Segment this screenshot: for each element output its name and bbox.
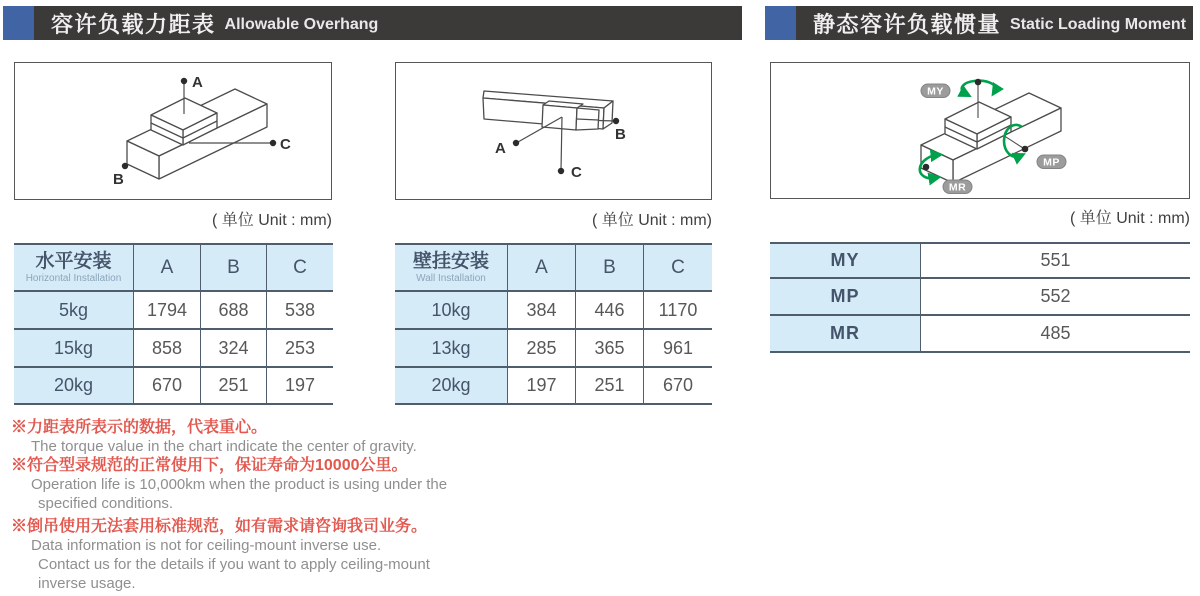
table-cell: 538 [266,292,333,330]
table-cell: 551 [920,242,1190,279]
point-label-a: A [192,74,203,91]
row-label: MY [770,242,920,279]
footnote-en: specified conditions. [38,495,174,512]
table-cell: 251 [575,368,643,405]
footnote-zh: ※倒吊使用无法套用标准规范，如有需求请咨询我司业务。 [11,518,428,535]
section-title-en: Static Loading Moment [1010,15,1187,33]
footnote-en: The torque value in the chart indicate the center of gravity. [31,438,417,455]
footnote-en: Data information is not for ceiling-mount inverse use. [31,537,382,554]
table-header-cell [395,243,507,292]
row-label: 10kg [395,292,507,330]
section-title-zh: 静态容许负载惯量 [813,11,1002,37]
wall-installation-diagram [395,62,712,200]
table-cell: 485 [920,316,1190,353]
section-header-static-loading-moment [765,6,1193,40]
table-cell: 384 [507,292,575,330]
footnote-zh: ※符合型录规范的正常使用下，保证寿命为10000公里。 [11,457,408,474]
column-header-c: C [643,243,712,292]
column-header-a: A [507,243,575,292]
unit-label: ( 单位 Unit : mm) [592,212,712,229]
accent-square-icon [765,6,796,40]
row-label: 20kg [395,368,507,405]
table-cell: 324 [200,330,266,368]
table-cell: 253 [266,330,333,368]
column-header-c: C [266,243,333,292]
table-cell: 688 [200,292,266,330]
table-title-zh: 水平安装 [35,250,112,272]
point-label-a: A [495,140,506,157]
section-title-en: Allowable Overhang [224,15,379,33]
section-header-allowable-overhang [3,6,742,40]
table-cell: 1170 [643,292,712,330]
table-title-zh: 壁挂安装 [412,250,489,272]
table-cell: 858 [133,330,200,368]
wall-installation-table [395,243,712,405]
point-label-b: B [113,171,124,188]
mp-badge-label: MP [1043,156,1060,169]
table-cell: 251 [200,368,266,405]
horizontal-installation-diagram [14,62,332,200]
footnote-zh: ※力距表所表示的数据，代表重心。 [11,419,268,436]
row-label: 13kg [395,330,507,368]
footnote-en: inverse usage. [38,575,136,592]
accent-square-icon [3,6,34,40]
table-cell: 446 [575,292,643,330]
table-title-en: Horizontal Installation [25,272,122,284]
unit-label: ( 单位 Unit : mm) [212,212,332,229]
header-bar [796,6,1193,40]
table-cell: 1794 [133,292,200,330]
section-title-zh: 容许负载力距表 [51,11,216,37]
footnote-en: Contact us for the details if you want to apply ceiling-mount [38,556,430,573]
table-cell: 197 [266,368,333,405]
table-cell: 285 [507,330,575,368]
table-title-en: Wall Installation [416,272,486,284]
mr-badge-label: MR [948,181,967,194]
row-label: 15kg [14,330,133,368]
static-moment-table [770,242,1190,353]
static-moment-diagram [770,62,1190,199]
row-label: 5kg [14,292,133,330]
unit-label: ( 单位 Unit : mm) [1070,210,1190,227]
table-header-cell [14,243,133,292]
wall-installation-drawing [396,63,710,198]
row-label: MR [770,316,920,353]
table-cell: 197 [507,368,575,405]
point-label-c: C [280,136,291,153]
column-header-b: B [575,243,643,292]
row-label: 20kg [14,368,133,405]
footnotes [11,418,651,593]
table-cell: 670 [643,368,712,405]
point-label-c: C [571,164,582,181]
row-label: MP [770,279,920,316]
horizontal-installation-table [14,243,333,405]
horizontal-installation-drawing [15,63,330,198]
header-bar [34,6,742,40]
column-header-b: B [200,243,266,292]
table-cell: 552 [920,279,1190,316]
point-label-b: B [615,126,626,143]
table-cell: 670 [133,368,200,405]
table-cell: 365 [575,330,643,368]
column-header-a: A [133,243,200,292]
table-cell: 961 [643,330,712,368]
footnote-en: Operation life is 10,000km when the product is using under the [31,476,448,493]
my-badge-label: MY [927,85,944,98]
static-moment-drawing [771,63,1188,197]
